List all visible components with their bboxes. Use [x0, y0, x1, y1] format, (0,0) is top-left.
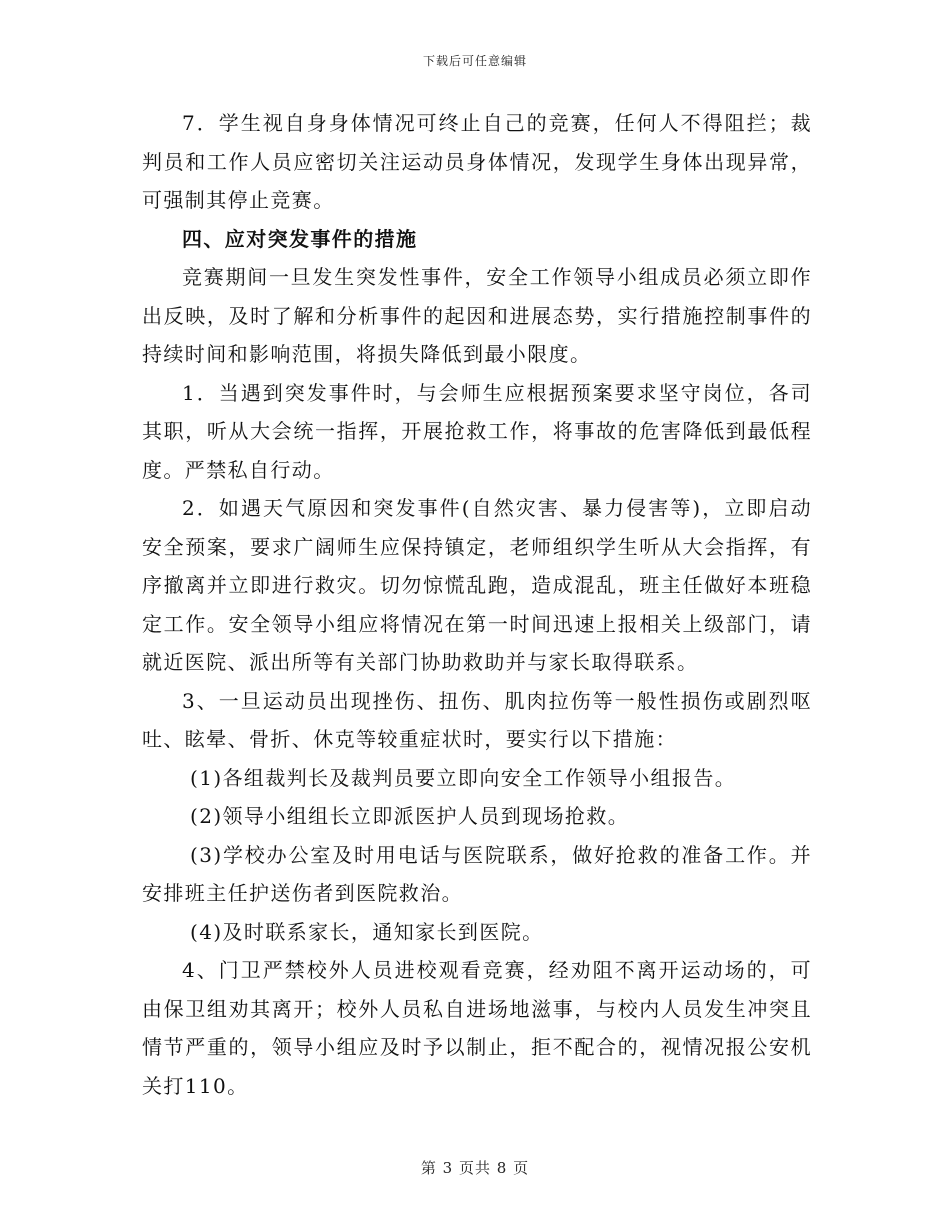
- paragraph-item-2: 2．如遇天气原因和突发事件(自然灾害、暴力侵害等)，立即启动安全预案，要求广阔师生应保持镇定，老师组织学生听从大会指挥，有序撤离并立即进行救灾。切勿惊慌乱跑，造成混乱，班主任做好本班稳定工作。安全领导小组应将情况在第一时间迅速上报相关上级部门，请就近医院、派出所等有关部门协助救助并与家长取得联系。: [142, 496, 812, 674]
- paragraph-item-3: 3、一旦运动员出现挫伤、扭伤、肌肉拉伤等一般性损伤或剧烈呕吐、眩晕、骨折、休克等较重症状时，要实行以下措施：: [142, 688, 812, 751]
- subitem-3-2: (2)领导小组组长立即派医护人员到现场抢救。: [190, 804, 630, 828]
- section-heading-4: 四、应对突发事件的措施: [182, 226, 418, 251]
- document-body: [142, 104, 812, 1105]
- paragraph-item-7: 7．学生视自身身体情况可终止自己的竞赛，任何人不得阻拦；裁判员和工作人员应密切关注运动员身体情况，发现学生身体出现异常，可强制其停止竞赛。: [142, 111, 812, 212]
- subitem-3-3: (3)学校办公室及时用电话与医院联系，做好抢救的准备工作。并安排班主任护送伤者到医院救治。: [142, 842, 812, 905]
- subitem-3-1: (1)各组裁判长及裁判员要立即向安全工作领导小组报告。: [190, 765, 737, 790]
- paragraph-intro: 竞赛期间一旦发生突发性事件，安全工作领导小组成员必须立即作出反映，及时了解和分析事件的起因和进展态势，实行措施控制事件的持续时间和影响范围，将损失降低到最小限度。: [142, 265, 812, 366]
- subitem-3-4: (4)及时联系家长，通知家长到医院。: [190, 919, 544, 944]
- paragraph-item-1: 1．当遇到突发事件时，与会师生应根据预案要求坚守岗位，各司其职，听从大会统一指挥，开展抢救工作，将事故的危害降低到最低程度。严禁私自行动。: [142, 380, 812, 482]
- paragraph-item-4: 4、门卫严禁校外人员进校观看竞赛，经劝阻不离开运动场的，可由保卫组劝其离开；校外人员私自进场地滋事，与校内人员发生冲突且情节严重的，领导小组应及时予以制止，拒不配合的，视情况报公安机关打110。: [142, 958, 812, 1098]
- page-header-note: 下载后可任意编辑: [422, 54, 527, 68]
- page-number: 第 3 页共 8 页: [420, 1159, 530, 1177]
